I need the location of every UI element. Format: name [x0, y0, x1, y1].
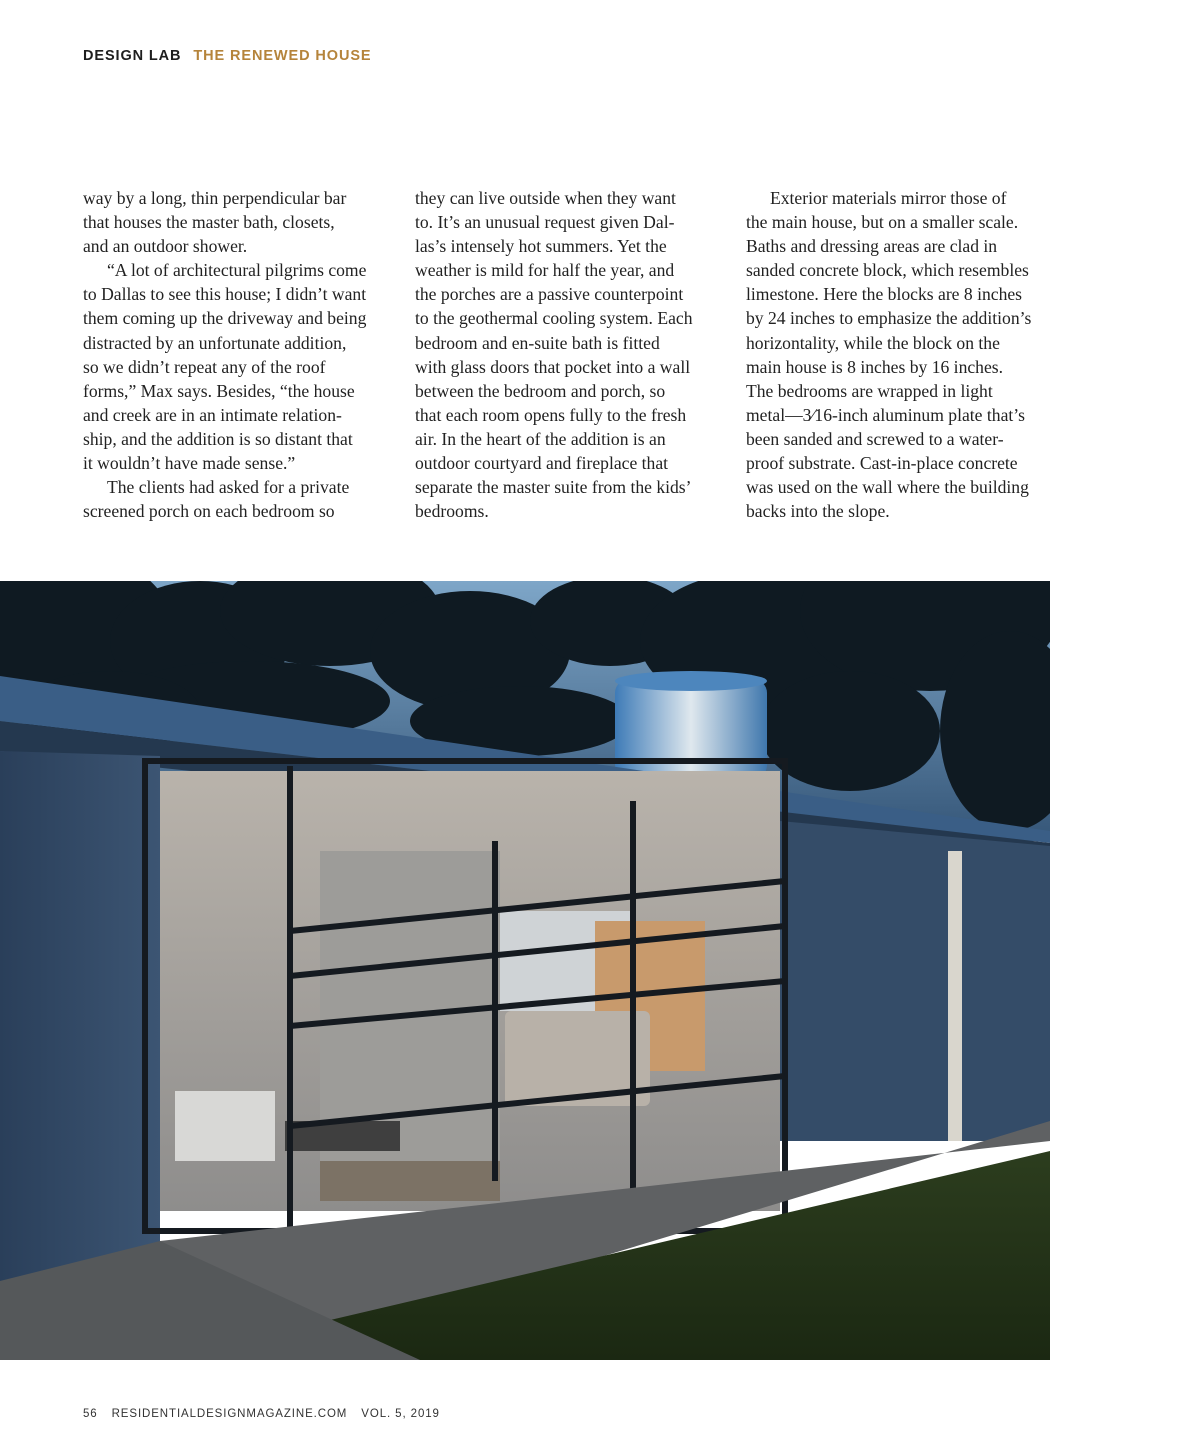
- text-line: air. In the heart of the addition is an: [415, 428, 666, 449]
- text-line: and creek are in an intimate relation-: [83, 404, 342, 425]
- text-line: so we didn’t repeat any of the roof: [83, 356, 326, 377]
- text-line: Baths and dressing areas are clad in: [746, 236, 998, 257]
- article-title: THE RENEWED HOUSE: [193, 48, 372, 64]
- text-column-2: [415, 186, 723, 523]
- text-line: been sanded and screwed to a water-: [746, 428, 1004, 449]
- text-line: las’s intensely hot summers. Yet the: [415, 236, 667, 257]
- text-line: with glass doors that pocket into a wall: [415, 356, 691, 377]
- text-line: ship, and the addition is so distant that: [83, 428, 353, 449]
- text-line: distracted by an unfortunate addition,: [83, 332, 347, 353]
- text-column-3: [746, 186, 1054, 523]
- text-line: The clients had asked for a private: [107, 477, 350, 498]
- text-line: them coming up the driveway and being: [83, 308, 367, 329]
- page-number: 56: [83, 1408, 98, 1420]
- text-line: main house is 8 inches by 16 inches.: [746, 356, 1004, 377]
- text-line: was used on the wall where the building: [746, 477, 1029, 498]
- text-line: bedrooms.: [415, 501, 489, 522]
- text-line: separate the master suite from the kids’: [415, 477, 692, 498]
- text-line: they can live outside when they want: [415, 188, 676, 208]
- text-line: bedroom and en-suite bath is fitted: [415, 332, 660, 353]
- text-line: to Dallas to see this house; I didn’t want: [83, 284, 367, 305]
- running-header: [83, 48, 371, 64]
- paragraph-text: [415, 186, 723, 523]
- text-line: proof substrate. Cast-in-place concrete: [746, 453, 1018, 474]
- text-line: to. It’s an unusual request given Dal-: [415, 212, 675, 233]
- page-footer: [83, 1408, 454, 1420]
- text-line: that each room opens fully to the fresh: [415, 404, 687, 425]
- magazine-website: RESIDENTIALDESIGNMAGAZINE.COM: [111, 1408, 348, 1420]
- volume-info: VOL. 5, 2019: [361, 1408, 440, 1420]
- text-line: sanded concrete block, which resembles: [746, 260, 1029, 281]
- text-line: limestone. Here the blocks are 8 inches: [746, 284, 1023, 305]
- section-label: DESIGN LAB: [83, 48, 182, 64]
- paragraph-text: [746, 186, 1054, 523]
- text-line: weather is mild for half the year, and: [415, 260, 675, 281]
- text-line: that houses the master bath, closets,: [83, 212, 335, 233]
- paragraph-text: [83, 186, 391, 523]
- text-line: the main house, but on a smaller scale.: [746, 212, 1019, 233]
- text-line: by 24 inches to emphasize the addition’s: [746, 308, 1032, 329]
- text-line: “A lot of architectural pilgrims come: [107, 260, 367, 281]
- text-line: horizontality, while the block on the: [746, 332, 1000, 353]
- text-line: Exterior materials mirror those of: [770, 188, 1007, 208]
- text-line: backs into the slope.: [746, 501, 890, 522]
- text-line: outdoor courtyard and fireplace that: [415, 453, 669, 474]
- text-column-1: [83, 186, 391, 523]
- text-line: way by a long, thin perpendicular bar: [83, 188, 347, 208]
- text-line: and an outdoor shower.: [83, 236, 248, 257]
- text-line: metal—3⁄16-inch aluminum plate that’s: [746, 404, 1025, 425]
- text-line: forms,” Max says. Besides, “the house: [83, 380, 355, 401]
- text-line: screened porch on each bedroom so: [83, 501, 335, 522]
- text-line: to the geothermal cooling system. Each: [415, 308, 693, 329]
- house-night-photo: [0, 581, 1050, 1360]
- text-line: between the bedroom and porch, so: [415, 380, 666, 401]
- text-line: the porches are a passive counterpoint: [415, 284, 684, 305]
- side-wall: [780, 821, 1050, 1141]
- text-line: The bedrooms are wrapped in light: [746, 380, 993, 401]
- text-line: it wouldn’t have made sense.”: [83, 453, 296, 474]
